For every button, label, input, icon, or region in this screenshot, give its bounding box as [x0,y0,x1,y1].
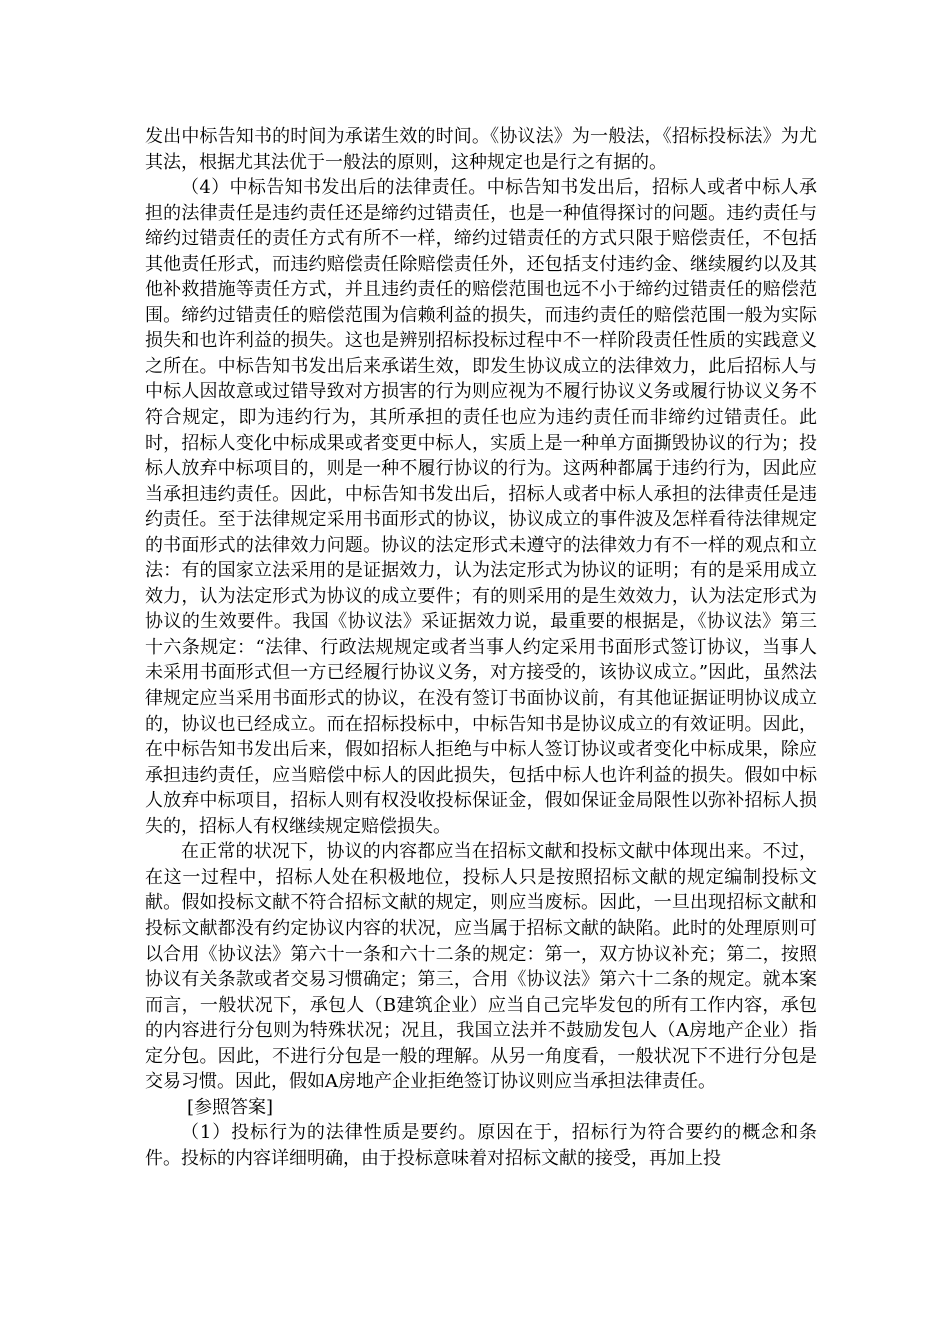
paragraph-continuation: 发出中标告知书的时间为承诺生效的时间。《协议法》为一般法，《招标投标法》为尤其法，根据尤其法优于一般法的原则，这种规定也是行之有据的。 [145,126,817,173]
answer-label: [参照答案] [187,1096,274,1118]
paragraph-answer: （1）投标行为的法律性质是要约。原因在于，招标行为符合要约的概念和条件。投标的内容详细明确，由于投标意味着对招标文献的接受，再加上投 [145,1122,817,1169]
paragraph-normal-situation: 在正常的状况下，协议的内容都应当在招标文献和投标文献中体现出来。不过，在这一过程中，招标人处在积极地位，投标人只是按照招标文献的规定编制投标文献。假如投标文献不符合招标文献的规定，则应当废标。因此，一旦出现招标文献和投标文献都没有约定协议内容的状况，应当属于招标文献的缺陷。此时的处理原则可以合用《协议法》第六十一条和六十二条的规定：第一，双方协议补充；第二，按照协议有关条款或者交易习惯确定；第三，合用《协议法》第六十二条的规定。就本案而言，一般状况下，承包人（B建筑企业）应当自己完毕发包的所有工作内容，承包的内容进行分包则为特殊状况；况且，我国立法并不鼓励发包人（A房地产企业）指定分包。因此，不进行分包是一般的理解。从另一角度看，一般状况下不进行分包是交易习惯。因此，假如A房地产企业拒绝签订协议则应当承担法律责任。 [145,841,817,1093]
document-page [145,124,817,1171]
paragraph-legal-liability: （4）中标告知书发出后的法律责任。中标告知书发出后，招标人或者中标人承担的法律责任是违约责任还是缔约过错责任，也是一种值得探讨的问题。违约责任与缔约过错责任的责任方式有所不一样，缔约过错责任的方式只限于赔偿责任，不包括其他责任形式，而违约赔偿责任除赔偿责任外，还包括支付违约金、继续履约以及其他补救措施等责任方式，并且违约责任的赔偿范围也远不小于缔约过错责任的赔偿范围。缔约过错责任的赔偿范围为信赖利益的损失，而违约责任的赔偿范围一般为实际损失和也许利益的损失。这也是辨别招标投标过程中不一样阶段责任性质的实践意义之所在。中标告知书发出后来承诺生效，即发生协议成立的法律效力，此后招标人与中标人因故意或过错导致对方损害的行为则应视为不履行协议义务或履行协议义务不符合规定，即为违约行为，其所承担的责任也应为违约责任而非缔约过错责任。此时，招标人变化中标成果或者变更中标人，实质上是一种单方面撕毁协议的行为；投标人放弃中标项目的，则是一种不履行协议的行为。这两种都属于违约行为，因此应当承担违约责任。因此，中标告知书发出后，招标人或者中标人承担的法律责任是违约责任。至于法律规定采用书面形式的协议，协议成立的事件波及怎样看待法律规定的书面形式的法律效力问题。协议的法定形式未遵守的法律效力有不一样的观点和立法：有的国家立法采用的是证据效力，认为法定形式为协议的证明；有的是采用成立效力，认为法定形式为协议的成立要件；有的则采用的是生效效力，认为法定形式为协议的生效要件。我国《协议法》采证据效力说，最重要的根据是，《协议法》第三十六条规定：“法律、行政法规规定或者当事人约定采用书面形式签订协议，当事人未采用书面形式但一方已经履行协议义务，对方接受的，该协议成立。”因此，虽然法律规定应当采用书面形式的协议，在没有签订书面协议前，有其他证据证明协议成立的，协议也已经成立。而在招标投标中，中标告知书是协议成立的有效证明。因此，在中标告知书发出后来，假如招标人拒绝与中标人签订协议或者变化中标成果，除应承担违约责任，应当赔偿中标人的因此损失，包括中标人也许利益的损失。假如中标人放弃中标项目，招标人则有权没收投标保证金，假如保证金局限性以弥补招标人损失的，招标人有权继续规定赔偿损失。 [145,177,817,837]
